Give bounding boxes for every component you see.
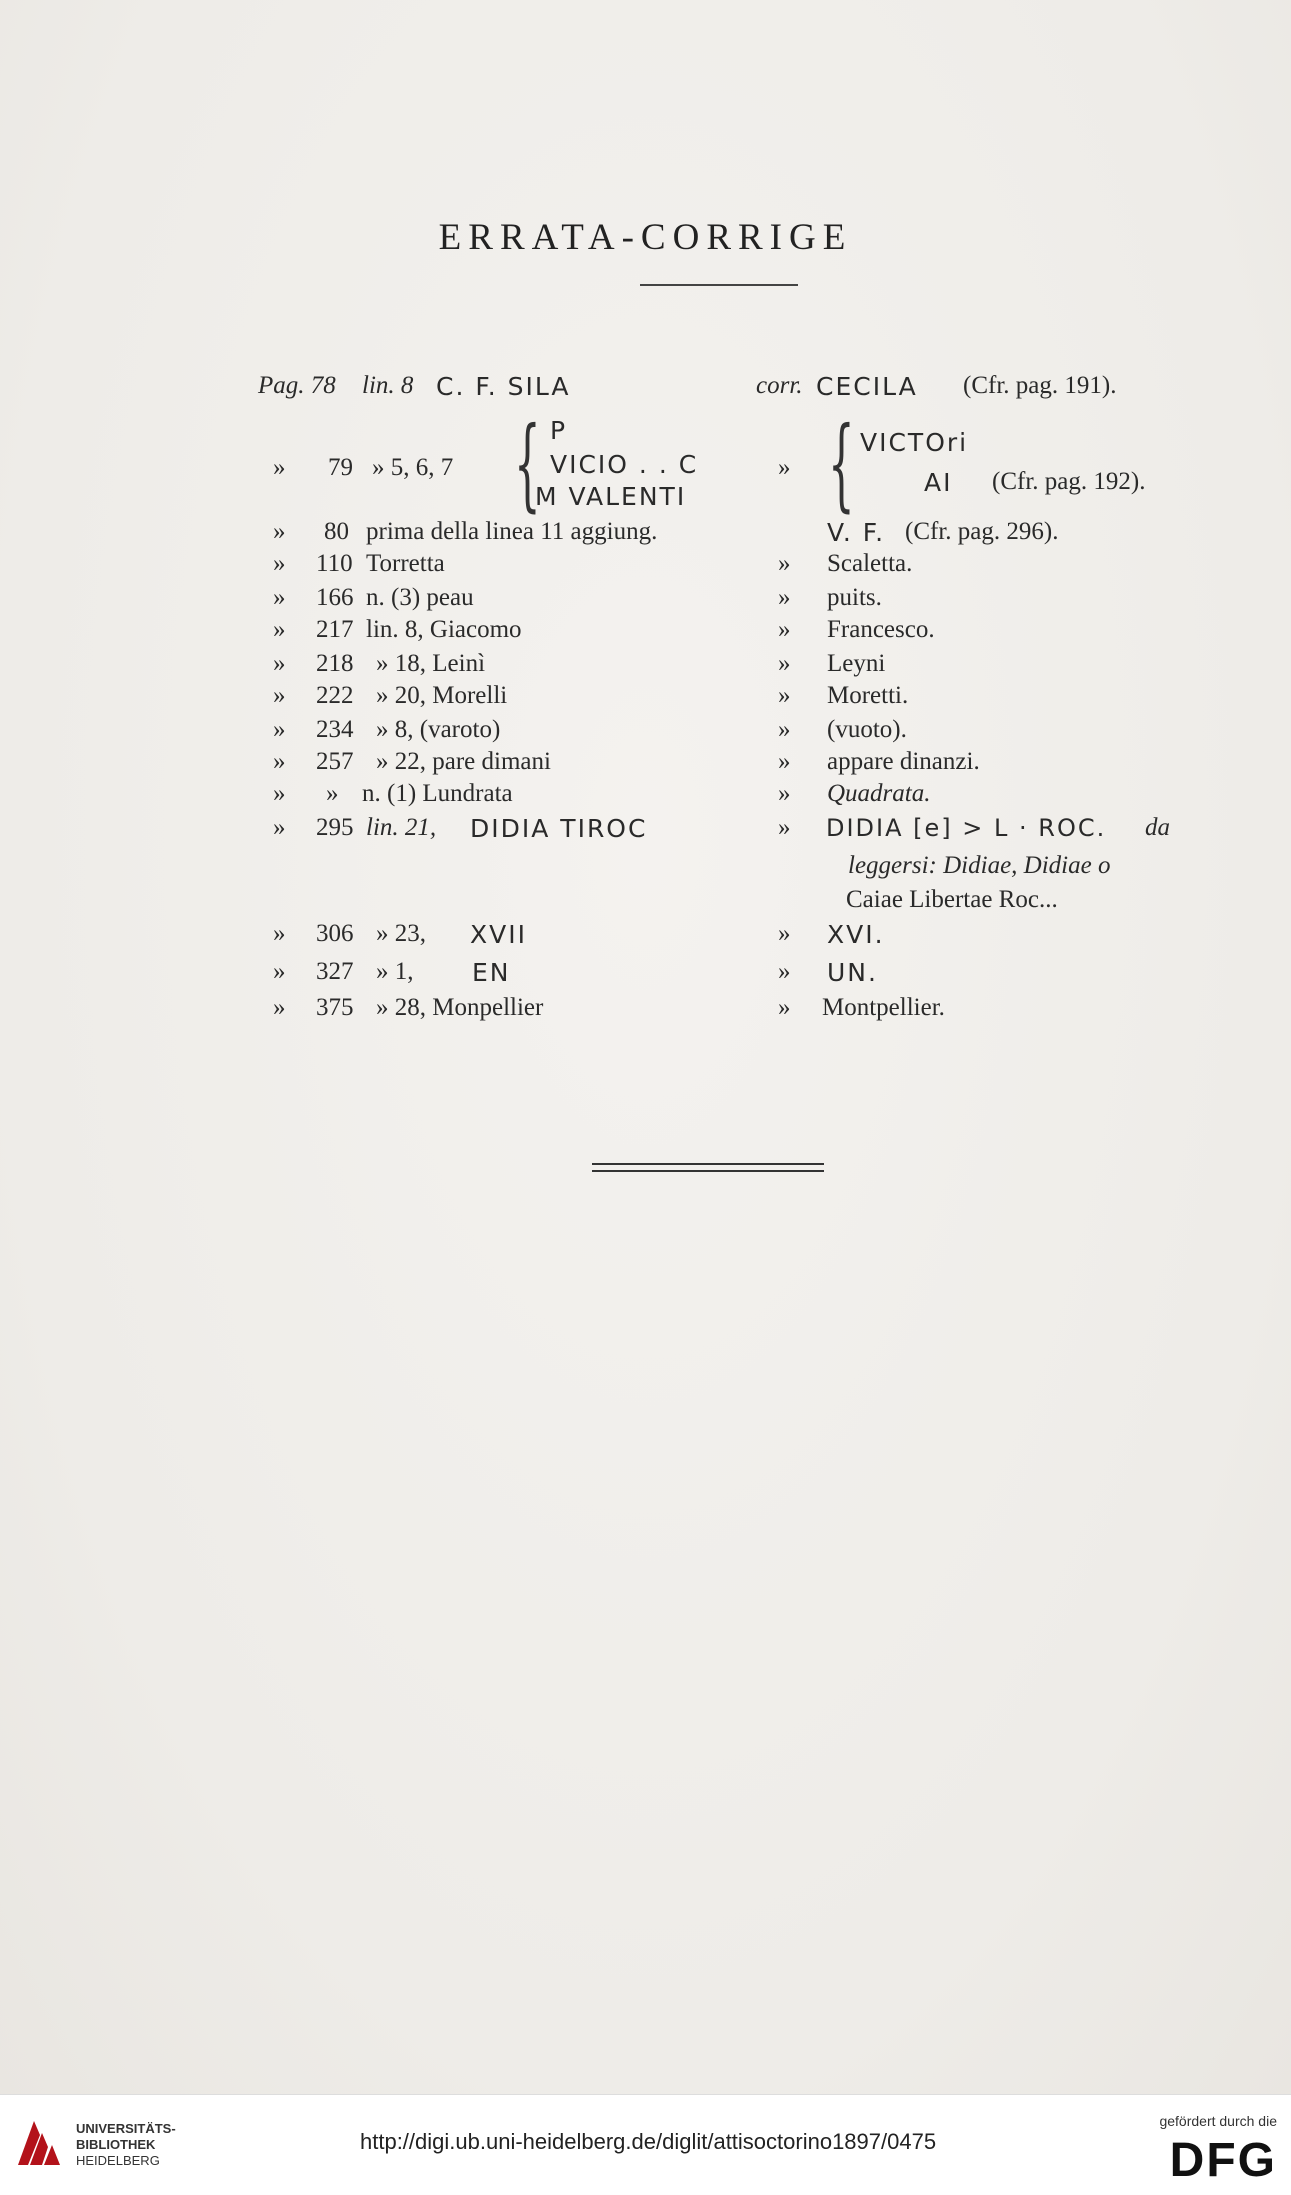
right-brace-icon: {: [828, 405, 855, 522]
row-ditto: »: [273, 994, 286, 1021]
row-ditto-2: »: [778, 994, 791, 1021]
row-correction-line: VICTOri: [860, 428, 969, 457]
row-line: » 20, Morelli: [376, 682, 508, 709]
title-underline: [640, 284, 798, 286]
errata-sub-line: [0, 886, 1291, 920]
closing-rule: [592, 1163, 824, 1165]
row-correction-note: (Cfr. pag. 191).: [963, 372, 1117, 399]
row-ditto: »: [273, 682, 286, 709]
row-ditto-2: »: [778, 920, 791, 947]
left-brace-icon: {: [514, 405, 541, 522]
row-ditto: »: [273, 716, 286, 743]
row-line: » 28, Monpellier: [376, 994, 544, 1021]
row-ditto-2: »: [778, 650, 791, 677]
ub-heidelberg-logo-icon: [14, 2117, 64, 2169]
row-page: 375: [316, 994, 354, 1021]
row-correction: puits.: [827, 584, 882, 611]
errata-row: [0, 748, 1291, 782]
row-page: 80: [324, 518, 349, 545]
errata-row: [0, 994, 1291, 1028]
row-error: DIDIA TIROC: [470, 814, 648, 843]
library-line: UNIVERSITÄTS-: [76, 2121, 176, 2136]
errata-sub-line: [0, 468, 1291, 502]
row-error-line: M VALENTI: [535, 482, 687, 511]
row-ditto-2: »: [778, 716, 791, 743]
row-ditto: »: [273, 584, 286, 611]
row-line: n. (1) Lundrata: [362, 780, 513, 807]
row-line: » 23,: [376, 920, 426, 947]
library-line: HEIDELBERG: [76, 2153, 160, 2168]
row-correction-continued: Caiae Libertae Roc...: [846, 886, 1058, 913]
row-corr-prefix: corr.: [756, 372, 803, 399]
permalink-url[interactable]: http://digi.ub.uni-heidelberg.de/diglit/attisoctorino1897/0475: [360, 2129, 937, 2154]
errata-row: [0, 682, 1291, 716]
errata-sub-line: [0, 852, 1291, 886]
row-page: Pag. 78: [258, 372, 336, 399]
row-correction: UN.: [827, 958, 878, 987]
library-line: BIBLIOTHEK: [76, 2137, 156, 2152]
row-page: 79: [328, 454, 353, 481]
row-correction: V. F.: [827, 518, 886, 547]
row-line: » 22, pare dimani: [376, 748, 551, 775]
viewer-footer: [0, 2094, 1291, 2195]
row-ditto-2: »: [778, 550, 791, 577]
errata-row: [0, 550, 1291, 584]
closing-rule: [592, 1170, 824, 1172]
row-ditto: »: [273, 650, 286, 677]
funding-label: gefördert durch die: [1159, 2113, 1277, 2129]
row-line: Torretta: [366, 550, 445, 577]
errata-row: [0, 958, 1291, 992]
errata-row: [0, 716, 1291, 750]
row-line: lin. 8: [362, 372, 414, 399]
row-line: lin. 8, Giacomo: [366, 616, 522, 643]
row-error: XVII: [470, 920, 527, 949]
row-ditto: »: [273, 518, 286, 545]
errata-row: [0, 920, 1291, 954]
row-page: 218: [316, 650, 354, 677]
row-ditto: »: [273, 616, 286, 643]
row-correction: (vuoto).: [827, 716, 907, 743]
row-page: »: [326, 780, 339, 807]
row-page: 327: [316, 958, 354, 985]
row-page: 234: [316, 716, 354, 743]
errata-sub-line: [0, 428, 1291, 462]
row-ditto: »: [273, 814, 286, 841]
row-ditto-2: »: [778, 814, 791, 841]
row-error-line: P: [550, 416, 568, 445]
row-correction-note: da: [1145, 814, 1170, 841]
row-correction-note: (Cfr. pag. 192).: [992, 468, 1146, 495]
row-page: 166: [316, 584, 354, 611]
row-correction: DIDIA [e] > L · ROC.: [826, 814, 1107, 842]
row-line: » 18, Leinì: [376, 650, 486, 677]
library-name: [76, 2121, 176, 2169]
errata-row: [0, 584, 1291, 618]
row-ditto: »: [273, 958, 286, 985]
row-page: 306: [316, 920, 354, 947]
row-ditto: »: [273, 748, 286, 775]
row-line: prima della linea 11 aggiung.: [366, 518, 658, 545]
errata-row: [0, 372, 1291, 406]
row-page: 295: [316, 814, 354, 841]
row-ditto: »: [273, 454, 286, 481]
errata-row: [0, 780, 1291, 814]
row-ditto: »: [273, 550, 286, 577]
row-error: EN: [472, 958, 511, 987]
row-correction-line: AI: [924, 468, 953, 497]
row-line: lin. 21,: [366, 814, 437, 841]
errata-row: [0, 616, 1291, 650]
row-page: 217: [316, 616, 354, 643]
row-ditto-2: »: [778, 454, 791, 481]
row-line: n. (3) peau: [366, 584, 474, 611]
errata-row: [0, 814, 1291, 848]
row-ditto: »: [273, 780, 286, 807]
row-correction: XVI.: [827, 920, 885, 949]
row-ditto-2: »: [778, 584, 791, 611]
row-correction: Moretti.: [827, 682, 909, 709]
row-line: » 1,: [376, 958, 414, 985]
row-line: » 5, 6, 7: [372, 454, 454, 481]
row-correction: Francesco.: [827, 616, 935, 643]
row-ditto: »: [273, 920, 286, 947]
errata-row: [0, 650, 1291, 684]
errata-row: [0, 518, 1291, 552]
row-ditto-2: »: [778, 958, 791, 985]
row-correction-note: (Cfr. pag. 296).: [905, 518, 1059, 545]
row-correction: Leyni: [827, 650, 886, 677]
row-error: C. F. SILA: [436, 372, 571, 401]
row-page: 257: [316, 748, 354, 775]
row-page: 222: [316, 682, 354, 709]
row-ditto-2: »: [778, 748, 791, 775]
page-title: ERRATA-CORRIGE: [438, 217, 853, 258]
row-ditto-2: »: [778, 616, 791, 643]
row-correction-continued: leggersi: Didiae, Didiae o: [848, 852, 1111, 879]
dfg-logo[interactable]: DFG: [1169, 2134, 1277, 2187]
row-line: » 8, (varoto): [376, 716, 501, 743]
row-error-line: VICIO . . C: [550, 450, 699, 479]
row-page: 110: [316, 550, 353, 577]
row-correction: Quadrata.: [827, 780, 931, 807]
row-ditto-2: »: [778, 682, 791, 709]
row-correction: Scaletta.: [827, 550, 913, 577]
row-ditto-2: »: [778, 780, 791, 807]
row-correction: Montpellier.: [822, 994, 945, 1021]
row-correction: appare dinanzi.: [827, 748, 980, 775]
row-correction: CECILA: [816, 372, 918, 401]
